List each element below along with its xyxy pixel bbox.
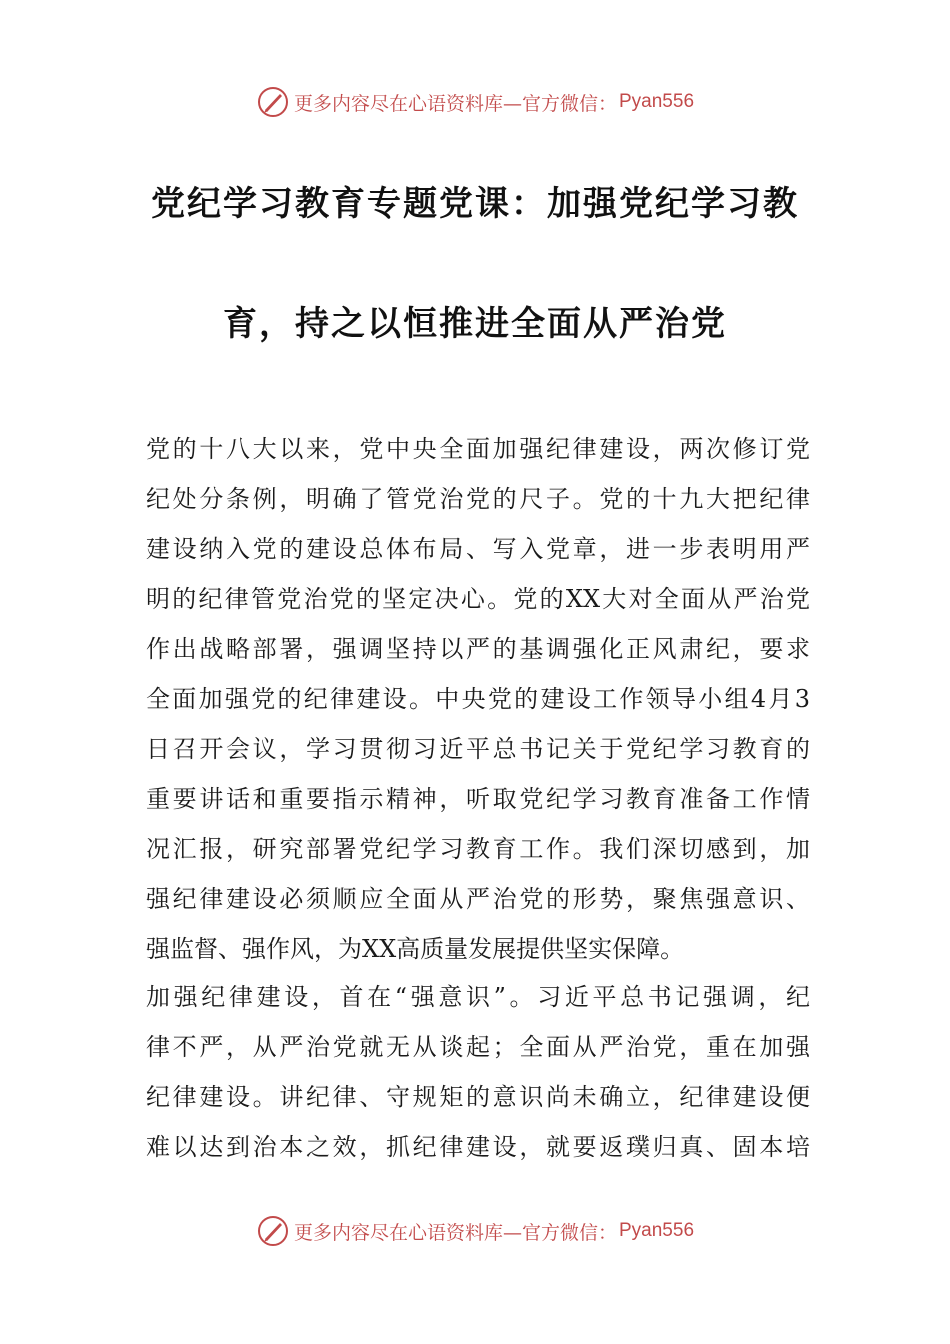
paragraph-line: 全面加强党的纪律建设。中央党的建设工作领导小组4月3: [146, 685, 810, 713]
paragraph-line: 强纪律建设必须顺应全面从严治党的形势，聚焦强意识、: [146, 885, 810, 913]
watermark-text: 更多内容尽在心语资料库—官方微信：: [293, 1221, 617, 1244]
watermark-text: 更多内容尽在心语资料库—官方微信：: [293, 92, 617, 115]
paragraph-line: 纪处分条例，明确了管党治党的尺子。党的十九大把纪律: [146, 485, 810, 513]
watermark-wechat-id: Pyan556: [619, 91, 695, 112]
quill-logo-icon: [256, 85, 290, 119]
paragraph-line: 纪律建设。讲纪律、守规矩的意识尚未确立，纪律建设便: [146, 1083, 810, 1111]
paragraph-line: 明的纪律管党治党的坚定决心。党的XX大对全面从严治党: [146, 585, 810, 613]
document-title-line-2: 育，持之以恒推进全面从严治党: [223, 304, 727, 344]
watermark-header: [0, 82, 950, 122]
paragraph-line: 律不严，从严治党就无从谈起；全面从严治党，重在加强: [146, 1033, 810, 1061]
paragraph-line: 建设纳入党的建设总体布局、写入党章，进一步表明用严: [146, 535, 810, 563]
document-title-line-1: 党纪学习教育专题党课：加强党纪学习教: [151, 184, 799, 224]
paragraph-line: 强监督、强作风，为XX高质量发展提供坚实保障。: [146, 935, 685, 963]
quill-logo-icon: [256, 1214, 290, 1248]
paragraph-line: 加强纪律建设，首在“强意识”。习近平总书记强调，纪: [146, 983, 810, 1011]
watermark-footer: [0, 1211, 950, 1251]
paragraph-line: 日召开会议，学习贯彻习近平总书记关于党纪学习教育的: [146, 735, 810, 763]
paragraph-line: 党的十八大以来，党中央全面加强纪律建设，两次修订党: [146, 435, 810, 463]
watermark-wechat-id: Pyan556: [619, 1220, 695, 1241]
paragraph-line: 难以达到治本之效，抓纪律建设，就要返璞归真、固本培: [146, 1133, 810, 1161]
paragraph-line: 重要讲话和重要指示精神，听取党纪学习教育准备工作情: [146, 785, 810, 813]
paragraph-line: 况汇报，研究部署党纪学习教育工作。我们深切感到，加: [146, 835, 810, 863]
paragraph-line: 作出战略部署，强调坚持以严的基调强化正风肃纪，要求: [146, 635, 810, 663]
